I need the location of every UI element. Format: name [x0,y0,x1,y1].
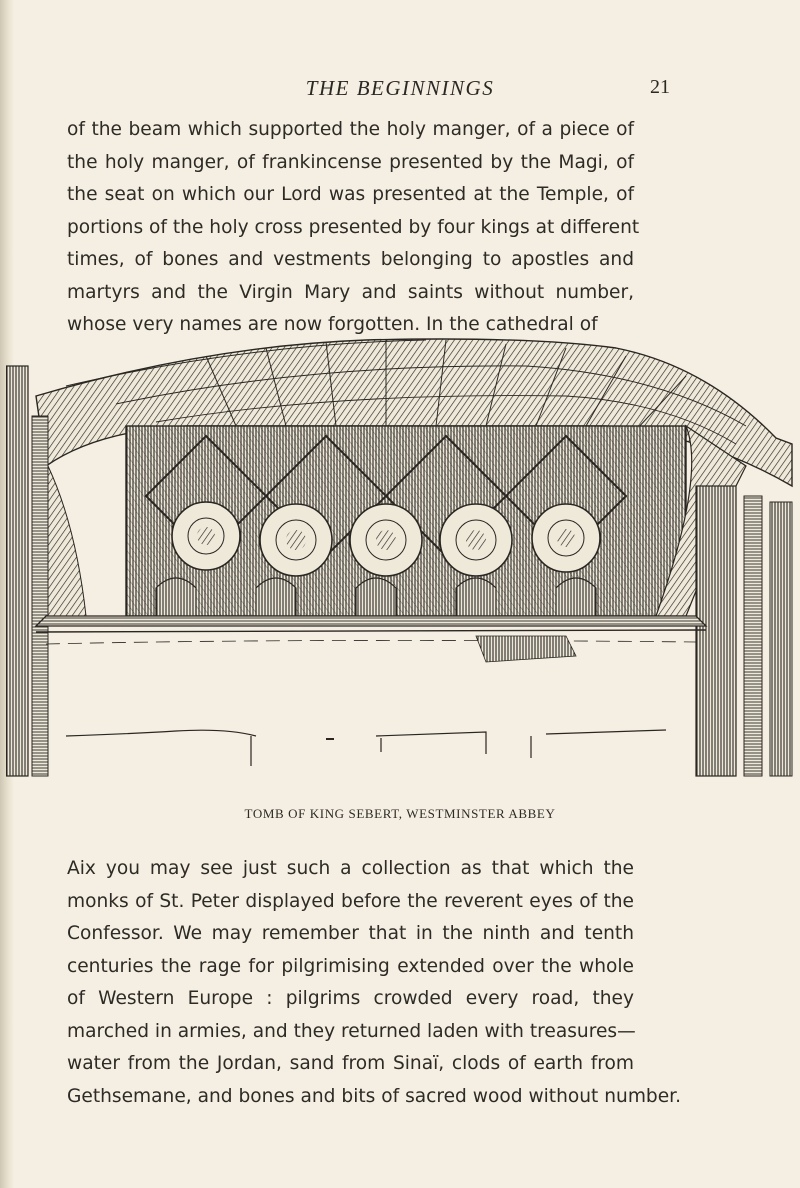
running-head [0,76,800,100]
right-column [696,486,736,776]
text-line: whose very names are now forgotten. In the cathedral of [67,314,598,335]
figure-caption: TOMB OF KING SEBERT, WESTMINSTER ABBEY [244,806,556,821]
text-line: portions of the holy cross presented by four kings at different [67,216,640,238]
text-line: times, of bones and vestments belonging to apostles and [67,249,634,270]
text-line: of Western Europe : pilgrims crowded every road, they [67,988,634,1009]
text-line: Aix you may see just such a collection as that which the [67,858,634,879]
text-line: the holy manger, of frankincense presented by the Magi, of [67,151,634,173]
text-line: Confessor. We may remember that in the ninth and tenth [67,923,634,944]
tomb-illustration [6,326,800,784]
paragraph-2 [67,853,682,1113]
paragraph-1 [67,114,640,342]
left-column [6,366,28,776]
text-line: marched in armies, and they returned laden with treasures— [67,1020,636,1042]
text-line: centuries the rage for pilgrimising extended over the whole [67,955,634,977]
text-line: the seat on which our Lord was presented at the Temple, of [67,184,634,205]
page-number: 21 [650,76,670,98]
text-line: monks of St. Peter displayed before the reverent eyes of the [67,890,634,912]
text-line: martyrs and the Virgin Mary and saints without number, [67,281,634,303]
tomb-chest [66,730,666,766]
text-line: Gethsemane, and bones and bits of sacred wood without number. [67,1085,682,1107]
text-line: water from the Jordan, sand from Sinaï, clods of earth from [67,1053,634,1074]
running-head-title: THE BEGINNINGS [305,76,495,100]
tomb-ledge [36,616,706,626]
text-line: of the beam which supported the holy manger, of a piece of [67,119,634,140]
tomb-engraving [6,326,800,784]
